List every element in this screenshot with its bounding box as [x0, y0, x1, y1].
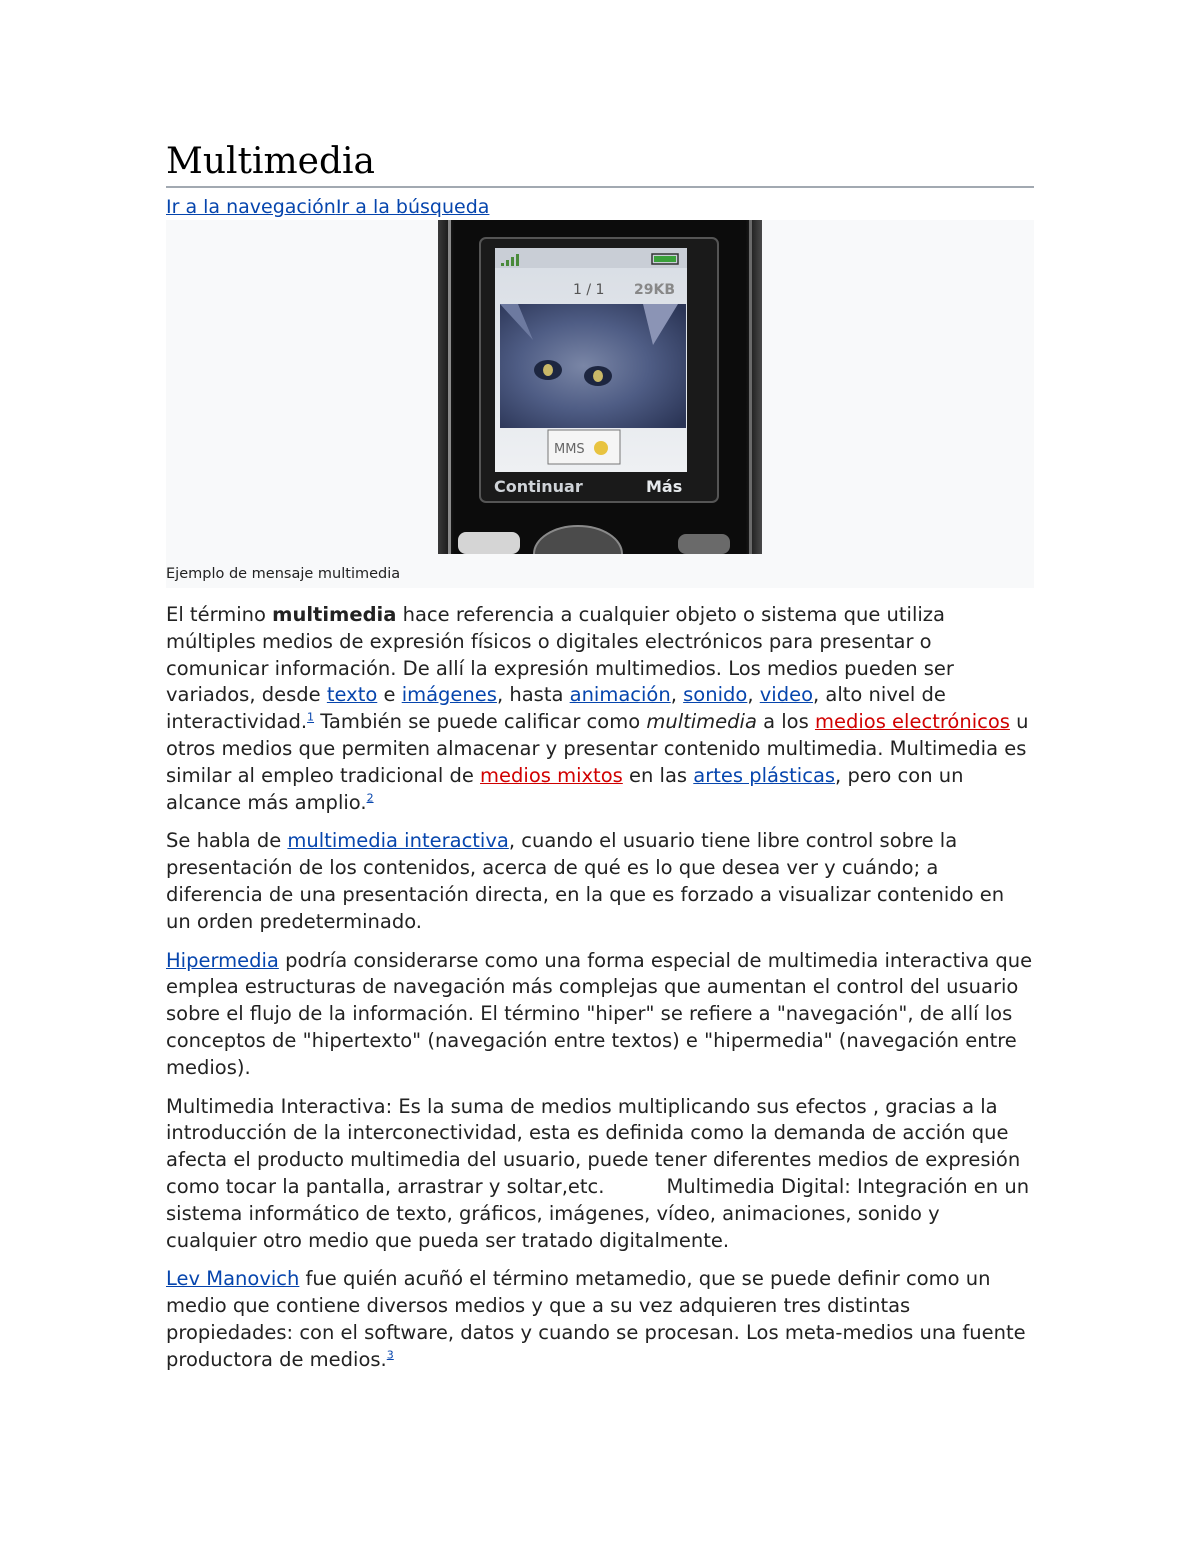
jump-to-navigation-link[interactable]: Ir a la navegación: [166, 196, 336, 218]
reference-1[interactable]: 1: [307, 710, 315, 724]
link-multimedia-interactiva[interactable]: multimedia interactiva: [287, 829, 509, 853]
italic-term: multimedia: [646, 710, 757, 734]
link-medios-mixtos[interactable]: medios mixtos: [480, 763, 623, 787]
paragraph-4: Multimedia Interactiva: Es la suma de medios multiplicando sus efectos , gracias a la introducción de la interconectividad, esta es definida como la demanda de acción que afecta el producto multimedia del usuario, puede tener diferentes medios de expresión como tocar la pantalla, arrastrar y soltar,etc. Multimedia Digital: Integración en un sistema informático de texto, gráficos, imágenes, vídeo, animaciones, sonido y cualquier otro medio que pueda ser tratado digitalmente.: [166, 1094, 1036, 1252]
screen-counter: 1 / 1: [573, 282, 605, 298]
link-sonido[interactable]: sonido: [683, 683, 748, 707]
softkey-right: Más: [646, 477, 683, 496]
softkey-left: Continuar: [494, 477, 583, 496]
link-video[interactable]: video: [759, 683, 813, 707]
paragraph-5: Lev Manovich fue quién acuñó el término metamedio, que se puede definir como un medio que contiene diversos medios y que a su vez adquieren tres distintas propiedades: con el software, datos y cuando se procesan. Los meta-medios una fuente productora de medios.$^3$: [166, 1267, 1026, 1371]
reference-2[interactable]: 2: [366, 791, 374, 805]
link-animacion[interactable]: animación: [569, 683, 671, 707]
paragraph-3: Hipermedia podría considerarse como una forma especial de multimedia interactiva que emplea estructuras de navegación más complejas que aumentan el control del usuario sobre el flujo de la información. El término "hiper" se refiere a "navegación", de allí los conceptos de "hipertexto" (navegación entre textos) e "hipermedia" (navegación entre medios).: [166, 948, 1033, 1079]
link-hipermedia[interactable]: Hipermedia: [166, 948, 279, 972]
link-artes-plasticas[interactable]: artes plásticas: [693, 763, 836, 787]
link-medios-electronicos[interactable]: medios electrónicos: [814, 710, 1010, 734]
jump-links: [166, 194, 1034, 220]
paragraph-2: Se habla de multimedia interactiva, cuando el usuario tiene libre control sobre la presentación de los contenidos, acerca de qué es lo que desea ver y cuándo; a diferencia de una presentación directa, en la que es forzado a visualizar contenido en un orden predeterminado.: [166, 829, 1005, 933]
jump-to-search-link[interactable]: Ir a la búsqueda: [335, 196, 490, 218]
figure: [166, 220, 1034, 588]
bold-term: multimedia: [272, 603, 397, 626]
phone-photo[interactable]: [438, 220, 762, 554]
link-imagenes[interactable]: imágenes: [401, 683, 497, 707]
mms-badge: MMS: [554, 442, 585, 457]
page-title: Multimedia: [166, 140, 1034, 188]
reference-3[interactable]: 3: [386, 1348, 394, 1362]
link-texto[interactable]: texto: [326, 683, 378, 707]
figure-caption: Ejemplo de mensaje multimedia: [166, 566, 401, 582]
phone-image: [438, 220, 762, 554]
article: [166, 140, 1034, 1386]
link-lev-manovich[interactable]: Lev Manovich: [166, 1267, 300, 1291]
paragraph-1: El término multimedia hace referencia a cualquier objeto o sistema que utiliza múltiples medios de expresión físicos o digitales electrónicos para presentar o comunicar información. De allí la expresión multimedios. Los medios pueden ser variados, desde texto e imágenes, hasta animación, sonido, video, alto nivel de interactividad.$^1$ También se puede calificar como multimedia a los medios electrónicos u otros medios que permiten almacenar y presentar contenido multimedia. Multimedia es similar al empleo tradicional de medios mixtos en las artes plásticas, pero con un alcance más amplio.$^2$: [166, 603, 1029, 814]
screen-size: 29KB: [634, 282, 676, 298]
